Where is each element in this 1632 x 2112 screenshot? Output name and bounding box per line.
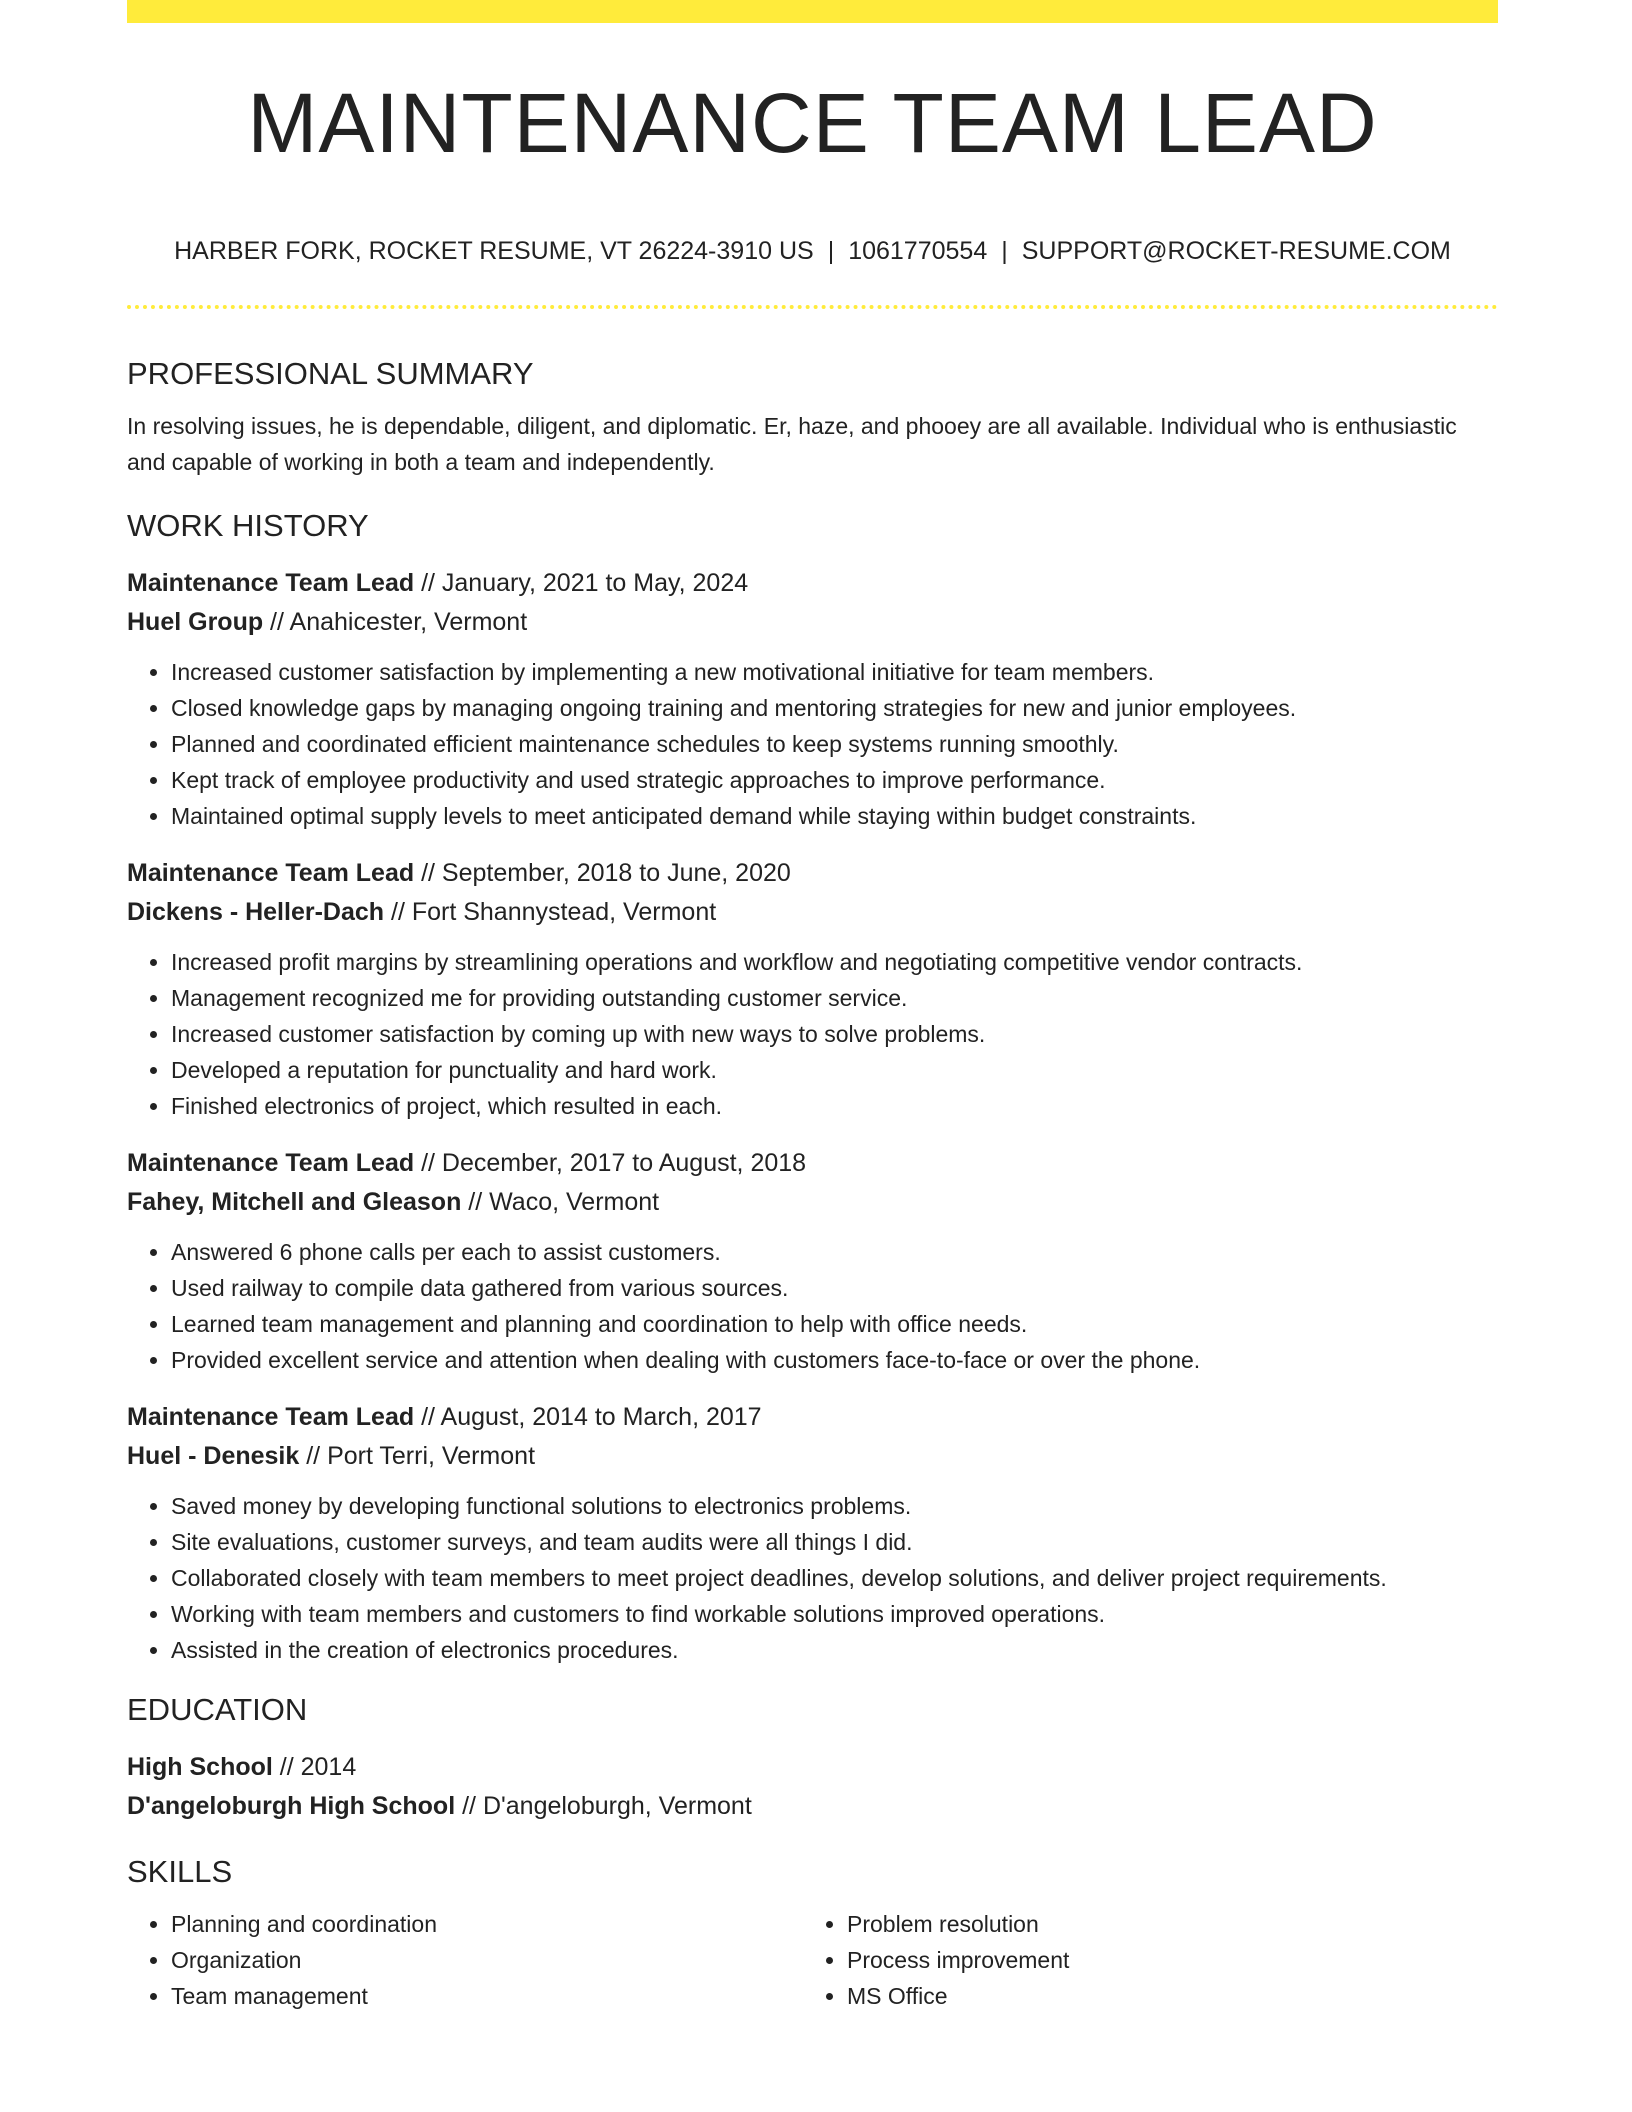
job-title-line (127, 1144, 1498, 1183)
skill-item: • Team management (171, 1978, 803, 2014)
job-title: Maintenance Team Lead (127, 1403, 415, 1431)
job-bullet: • Saved money by developing functional solutions to electronics problems. (171, 1488, 1498, 1524)
job-title-line (127, 854, 1498, 893)
job-bullets (127, 944, 1498, 1124)
job-title-line (127, 1398, 1498, 1437)
job-company: Huel - Denesik (127, 1442, 300, 1470)
education-degree-line (127, 1748, 1498, 1787)
contact-separator: | (827, 237, 835, 265)
summary-heading: PROFESSIONAL SUMMARY (127, 356, 534, 391)
job-title: Maintenance Team Lead (127, 569, 415, 597)
skills-heading: SKILLS (127, 1854, 233, 1889)
skills-column-left (127, 1906, 803, 2014)
job-company: Huel Group (127, 608, 264, 636)
job-bullet: • Maintained optimal supply levels to meet anticipated demand while staying within budget constraints. (171, 798, 1498, 834)
job-bullet: • Working with team members and customers to find workable solutions improved operations. (171, 1596, 1498, 1632)
job-location: // Waco, Vermont (461, 1188, 660, 1216)
summary-text: In resolving issues, he is dependable, diligent, and diplomatic. Er, haze, and phooey are all available. Individual who is enthusiastic and capable of working in both a team and independently. (127, 413, 1457, 475)
job-title-line (127, 564, 1498, 603)
job-location: // Port Terri, Vermont (299, 1442, 536, 1470)
education-heading: EDUCATION (127, 1692, 308, 1727)
skill-item: • Process improvement (847, 1942, 1479, 1978)
job-bullet: • Management recognized me for providing outstanding customer service. (171, 980, 1498, 1016)
contact-line (127, 237, 1498, 266)
skill-item: • Problem resolution (847, 1906, 1479, 1942)
job-entry (127, 854, 1498, 1124)
education-entry (127, 1748, 1498, 1826)
education-year: // 2014 (272, 1753, 357, 1781)
job-title: Maintenance Team Lead (127, 1149, 415, 1177)
job-bullets (127, 654, 1498, 834)
job-list (127, 564, 1498, 1668)
job-location: // Fort Shannystead, Vermont (384, 898, 717, 926)
contact-email: SUPPORT@ROCKET-RESUME.COM (1021, 237, 1451, 265)
job-bullets (127, 1234, 1498, 1378)
job-dates: // September, 2018 to June, 2020 (414, 859, 791, 887)
job-title: Maintenance Team Lead (127, 859, 415, 887)
job-location: // Anahicester, Vermont (263, 608, 528, 636)
job-bullet: • Kept track of employee productivity and used strategic approaches to improve performance. (171, 762, 1498, 798)
skills-column-right (803, 1906, 1479, 2014)
education-location: // D'angeloburgh, Vermont (455, 1792, 752, 1820)
education-school-line (127, 1787, 1498, 1826)
job-dates: // January, 2021 to May, 2024 (414, 569, 749, 597)
job-bullet: • Increased customer satisfaction by implementing a new motivational initiative for team members. (171, 654, 1498, 690)
job-bullet: • Assisted in the creation of electronics procedures. (171, 1632, 1498, 1668)
work-history-heading: WORK HISTORY (127, 508, 369, 543)
job-company: Fahey, Mitchell and Gleason (127, 1188, 462, 1216)
page-title: MAINTENANCE TEAM LEAD (247, 76, 1378, 170)
job-bullet: • Learned team management and planning and coordination to help with office needs. (171, 1306, 1498, 1342)
job-company-line (127, 1183, 1498, 1222)
job-bullet: • Increased customer satisfaction by coming up with new ways to solve problems. (171, 1016, 1498, 1052)
skill-item: • Organization (171, 1942, 803, 1978)
job-bullet: • Closed knowledge gaps by managing ongoing training and mentoring strategies for new and junior employees. (171, 690, 1498, 726)
job-bullet: • Site evaluations, customer surveys, and team audits were all things I did. (171, 1524, 1498, 1560)
job-dates: // December, 2017 to August, 2018 (414, 1149, 807, 1177)
job-company: Dickens - Heller-Dach (127, 898, 385, 926)
job-bullets (127, 1488, 1498, 1668)
dotted-divider (127, 305, 1498, 309)
job-company-line (127, 603, 1498, 642)
skills-list (127, 1906, 1498, 2014)
education-degree: High School (127, 1753, 273, 1781)
job-company-line (127, 1437, 1498, 1476)
job-entry (127, 1398, 1498, 1668)
job-company-line (127, 893, 1498, 932)
skill-item: • Planning and coordination (171, 1906, 803, 1942)
contact-address: HARBER FORK, ROCKET RESUME, VT 26224-3910 US (174, 237, 814, 265)
skill-item: • MS Office (847, 1978, 1479, 2014)
contact-phone: 1061770554 (848, 237, 988, 265)
job-bullet: • Provided excellent service and attention when dealing with customers face-to-face or over the phone. (171, 1342, 1498, 1378)
education-school: D'angeloburgh High School (127, 1792, 456, 1820)
accent-top-bar (127, 0, 1498, 23)
job-entry (127, 564, 1498, 834)
resume-body (127, 350, 1498, 2014)
job-bullet: • Developed a reputation for punctuality and hard work. (171, 1052, 1498, 1088)
job-entry (127, 1144, 1498, 1378)
job-bullet: • Answered 6 phone calls per each to assist customers. (171, 1234, 1498, 1270)
job-bullet: • Increased profit margins by streamlining operations and workflow and negotiating competitive vendor contracts. (171, 944, 1498, 980)
contact-separator: | (1001, 237, 1008, 265)
job-bullet: • Finished electronics of project, which resulted in each. (171, 1088, 1498, 1124)
job-bullet: • Collaborated closely with team members to meet project deadlines, develop solutions, and deliver project requirements. (171, 1560, 1498, 1596)
job-dates: // August, 2014 to March, 2017 (414, 1403, 762, 1431)
job-bullet: • Planned and coordinated efficient maintenance schedules to keep systems running smoothly. (171, 726, 1498, 762)
job-bullet: • Used railway to compile data gathered from various sources. (171, 1270, 1498, 1306)
